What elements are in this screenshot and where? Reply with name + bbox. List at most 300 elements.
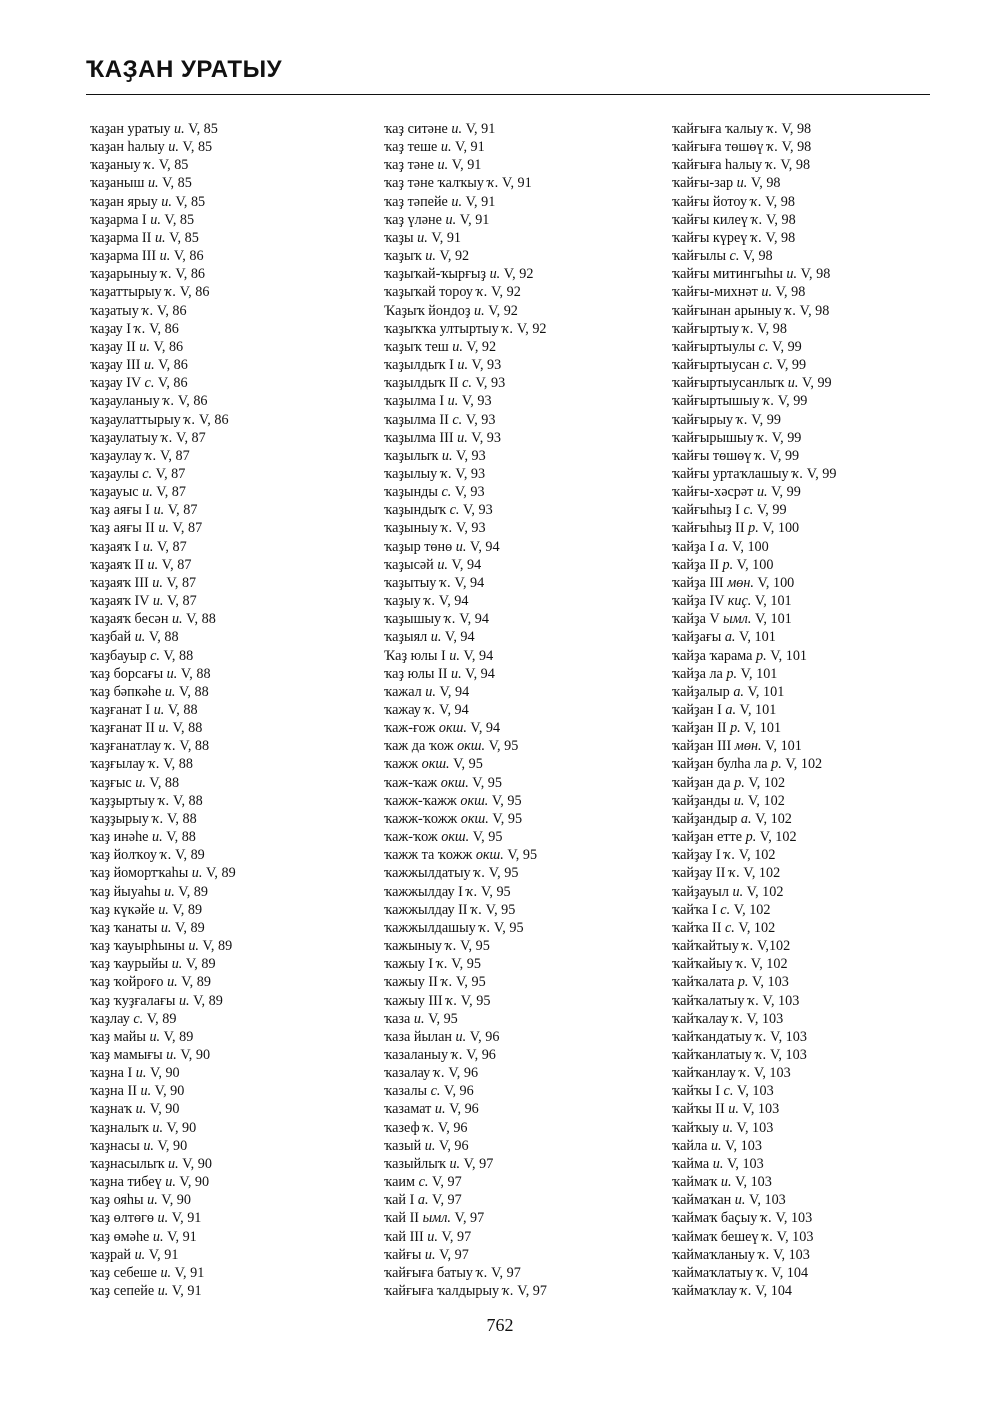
headword: ҡаҙ йомортҡаһы	[90, 865, 189, 882]
part-of-speech: и.	[154, 229, 166, 246]
index-entry	[90, 247, 236, 265]
volume-page-ref: V, 99	[756, 502, 787, 519]
volume-page-ref: V, 96	[466, 1046, 496, 1063]
part-of-speech: и.	[728, 1101, 739, 1118]
part-of-speech: ҡ.	[785, 302, 797, 319]
index-entry	[90, 737, 236, 755]
headword: ҡаҙбауыр	[90, 647, 147, 664]
part-of-speech: и.	[437, 157, 449, 174]
part-of-speech: и.	[168, 1155, 179, 1172]
volume-page-ref: V, 97	[441, 1228, 472, 1245]
part-of-speech: и.	[150, 211, 161, 228]
volume-page-ref: V, 92	[491, 284, 521, 301]
index-entry	[90, 356, 236, 374]
headword: ҡаҙаулатыу	[90, 429, 158, 446]
index-entry	[672, 992, 836, 1010]
part-of-speech: ҡ.	[424, 593, 436, 610]
part-of-speech: с.	[758, 338, 769, 355]
volume-page-ref: V, 91	[174, 1264, 205, 1281]
index-entry	[384, 120, 547, 138]
part-of-speech: и.	[142, 484, 153, 501]
volume-page-ref: V, 89	[185, 956, 216, 973]
part-of-speech: и.	[171, 611, 183, 628]
volume-page-ref: V, 93	[454, 484, 485, 501]
headword: ҡаҙаттырыу	[90, 284, 162, 301]
headword: ҡаҙ йыуаһы	[90, 883, 161, 900]
headword: ҡайҡы II	[672, 1101, 725, 1118]
headword: ҡаҙ бәпкәһе	[90, 683, 162, 700]
index-entry	[384, 755, 547, 773]
index-entry	[90, 683, 236, 701]
volume-page-ref: V, 93	[471, 357, 502, 374]
headword: ҡайҡайтыу	[672, 938, 739, 955]
volume-page-ref: V, 87	[167, 502, 198, 519]
part-of-speech: и.	[434, 1101, 446, 1118]
index-entry	[384, 647, 547, 665]
index-entry	[90, 755, 236, 773]
part-of-speech: и.	[722, 1119, 733, 1136]
headword: ҡаймаҡлатыу	[672, 1264, 754, 1281]
index-entry	[672, 610, 836, 628]
headword: ҡаҙ тәне ҡалҡыу	[384, 175, 484, 192]
part-of-speech: окш.	[475, 847, 504, 864]
index-entry	[672, 810, 836, 828]
part-of-speech: и.	[143, 1137, 154, 1154]
part-of-speech: ҡ.	[757, 429, 769, 446]
part-of-speech: р.	[771, 756, 782, 773]
part-of-speech: ҡ.	[736, 956, 748, 973]
headword: ҡаймаҡ баҫыу	[672, 1210, 758, 1227]
index-entry	[672, 193, 836, 211]
headword: ҡаҙ ояһы	[90, 1192, 144, 1209]
index-entry	[384, 1155, 547, 1173]
headword: ҡаза	[384, 1010, 411, 1027]
headword: ҡажыу I	[384, 956, 434, 973]
index-entry	[90, 519, 236, 537]
headword: ҡаҙыҡ теш	[384, 338, 449, 355]
volume-page-ref: V, 89	[175, 847, 205, 864]
index-entry	[90, 193, 236, 211]
volume-page-ref: V, 88	[163, 647, 194, 664]
part-of-speech: ҡ.	[158, 792, 170, 809]
index-entry	[384, 792, 547, 810]
headword: ҡайҙан II	[672, 720, 727, 737]
volume-page-ref: V, 96	[449, 1101, 479, 1118]
index-entry	[384, 1137, 547, 1155]
part-of-speech: с.	[725, 919, 735, 936]
headword: ҡаймаҡ	[672, 1174, 718, 1191]
volume-page-ref: V, 92	[466, 338, 497, 355]
index-entry	[90, 1010, 236, 1028]
headword: ҡаҙлау	[90, 1010, 130, 1027]
volume-page-ref: V, 101	[754, 593, 792, 610]
index-entry	[90, 792, 236, 810]
index-entry	[672, 592, 836, 610]
index-entry	[672, 665, 836, 683]
part-of-speech: с.	[144, 375, 155, 392]
headword: ҡайғыһыҙ II	[672, 520, 745, 537]
volume-page-ref: V, 86	[158, 357, 188, 374]
volume-page-ref: V, 98	[781, 139, 812, 156]
index-entry	[384, 465, 547, 483]
headword: ҡаим	[384, 1174, 416, 1191]
part-of-speech: и.	[786, 266, 798, 283]
volume-page-ref: V, 93	[455, 520, 486, 537]
volume-page-ref: V, 100	[736, 556, 774, 573]
index-entry	[672, 247, 836, 265]
headword: ҡаҙ юлы II	[384, 665, 448, 682]
part-of-speech: ҡ.	[755, 1028, 767, 1045]
index-entry	[90, 846, 236, 864]
volume-page-ref: V, 95	[492, 810, 523, 827]
part-of-speech: ҡ.	[747, 992, 759, 1009]
headword: ҡайма	[672, 1155, 710, 1172]
index-entry	[384, 628, 547, 646]
headword: ҡайҙан III	[672, 738, 732, 755]
volume-page-ref: V, 94	[470, 720, 501, 737]
headword: ҡаҙыныу	[384, 520, 438, 537]
part-of-speech: ҡ.	[165, 284, 177, 301]
part-of-speech: р.	[722, 556, 734, 573]
headword: ҡаҙыр төнө	[384, 538, 453, 555]
volume-page-ref: V, 99	[751, 411, 781, 428]
volume-page-ref: V, 95	[460, 938, 490, 955]
volume-page-ref: V, 88	[186, 611, 216, 628]
part-of-speech: и.	[153, 702, 165, 718]
part-of-speech: и.	[734, 1192, 746, 1209]
headword: ҡайғыға һалыу	[672, 157, 763, 174]
headword: ҡаҙ тәпейе	[384, 193, 448, 210]
headword: ҡаҙ тәне	[384, 157, 434, 174]
index-entry	[90, 174, 236, 192]
index-entry	[90, 1173, 236, 1191]
part-of-speech: ҡ.	[476, 1264, 488, 1281]
volume-page-ref: V, 86	[173, 248, 204, 265]
volume-page-ref: V, 103	[762, 992, 800, 1009]
headword: ҡайҙа IV	[672, 593, 725, 610]
index-entry	[90, 411, 236, 429]
part-of-speech: и.	[173, 121, 185, 137]
headword: ҡаҙ ситәне	[384, 121, 448, 137]
part-of-speech: и.	[712, 1155, 724, 1172]
volume-page-ref: V, 89	[202, 938, 233, 955]
index-entry	[672, 211, 836, 229]
headword: ҡаҙғанат II	[90, 720, 155, 737]
volume-page-ref: V, 101	[747, 683, 785, 700]
part-of-speech: и.	[756, 484, 768, 501]
volume-page-ref: V, 104	[771, 1264, 809, 1281]
volume-page-ref: V, 99	[771, 484, 801, 501]
part-of-speech: ҡ.	[758, 1246, 770, 1263]
index-entry	[672, 1064, 836, 1082]
index-entry	[384, 901, 547, 919]
volume-page-ref: V, 101	[744, 720, 782, 737]
headword: ҡайҙандыр	[672, 810, 738, 827]
volume-page-ref: V, 86	[153, 338, 184, 355]
index-entry	[672, 792, 836, 810]
part-of-speech: и.	[152, 593, 164, 610]
index-entry	[90, 483, 236, 501]
headword: ҡаҙыу	[384, 593, 421, 610]
headword: ҡаҙаяҡ IV	[90, 593, 150, 610]
index-entry	[90, 302, 236, 320]
headword: ҡаймаҡланыу	[672, 1246, 755, 1263]
headword: ҡаҙнаҡ	[90, 1101, 133, 1118]
headword: ҡаҙғыс	[90, 774, 132, 791]
part-of-speech: и.	[474, 302, 485, 319]
headword: ҡаҙ ҡанаты	[90, 919, 158, 936]
headword: ҡайҡа II	[672, 919, 722, 936]
index-entry	[384, 247, 547, 265]
volume-page-ref: V, 102	[785, 756, 823, 773]
index-entry	[672, 120, 836, 138]
index-entry	[90, 592, 236, 610]
part-of-speech: и.	[158, 901, 169, 918]
index-entry	[90, 992, 236, 1010]
part-of-speech: ҡ.	[479, 919, 491, 936]
index-entry	[672, 1264, 836, 1282]
headword: ҡаҙ майы	[90, 1028, 146, 1045]
part-of-speech: ҡ.	[184, 411, 196, 428]
volume-page-ref: V, 87	[161, 556, 192, 573]
headword: ҡаҙ ҡуҙғалағы	[90, 992, 176, 1009]
index-entry	[672, 411, 836, 429]
index-entry	[384, 392, 547, 410]
volume-page-ref: V, 97	[491, 1264, 521, 1281]
index-entry	[384, 883, 547, 901]
volume-page-ref: V, 98	[766, 211, 796, 228]
headword: ҡаҙрай	[90, 1246, 132, 1263]
part-of-speech: окш.	[440, 774, 469, 791]
part-of-speech: и.	[142, 538, 154, 555]
index-entry	[672, 1228, 836, 1246]
index-entry	[384, 519, 547, 537]
volume-page-ref: V, 94	[439, 683, 470, 700]
volume-page-ref: V, 98	[780, 157, 811, 174]
part-of-speech: и.	[455, 538, 467, 555]
index-entry	[672, 1155, 836, 1173]
index-entry	[672, 374, 836, 392]
volume-page-ref: V, 88	[167, 702, 198, 718]
index-entry	[672, 574, 836, 592]
part-of-speech: и.	[451, 193, 463, 210]
index-column-3	[672, 120, 836, 1300]
part-of-speech: ҡ.	[134, 320, 146, 337]
volume-page-ref: V, 93	[455, 465, 486, 482]
index-entry	[672, 1246, 836, 1264]
headword: ҡаҙғанатлау	[90, 738, 162, 755]
index-entry	[672, 955, 836, 973]
volume-page-ref: V, 91	[167, 1228, 197, 1245]
part-of-speech: с.	[142, 465, 153, 482]
headword: ҡайғыртыусанлыҡ	[672, 375, 785, 392]
volume-page-ref: V, 103	[770, 1046, 807, 1063]
headword: ҡаҙау III	[90, 357, 141, 374]
index-entry	[672, 1191, 836, 1209]
headword: ҡайҙан да	[672, 774, 731, 791]
headword: ҡажж-ҡожж	[384, 810, 458, 827]
volume-page-ref: V, 89	[181, 974, 211, 991]
index-entry	[672, 828, 836, 846]
volume-page-ref: V, 95	[480, 883, 511, 900]
index-entry	[672, 919, 836, 937]
index-entry	[90, 465, 236, 483]
volume-page-ref: V, 91	[459, 211, 490, 228]
index-entry	[672, 501, 836, 519]
part-of-speech: ҡ.	[145, 447, 157, 464]
part-of-speech: р.	[726, 665, 738, 682]
headword: ҡайҙан етте	[672, 829, 743, 846]
index-entry	[384, 174, 547, 192]
volume-page-ref: V, 95	[455, 974, 486, 991]
headword: ҡаҙан ярыу	[90, 193, 158, 210]
index-entry	[90, 1064, 236, 1082]
part-of-speech: а.	[733, 683, 744, 700]
volume-page-ref: V, 88	[179, 738, 210, 755]
headword: ҡайғы митингыһы	[672, 266, 783, 283]
headword: ҡаҙан һалыу	[90, 139, 165, 156]
volume-page-ref: V, 90	[157, 1137, 188, 1154]
index-entry	[384, 320, 547, 338]
headword: ҡаҙындыҡ	[384, 502, 447, 519]
index-entry	[90, 628, 236, 646]
part-of-speech: ҡ.	[751, 211, 763, 228]
volume-page-ref: V, 98	[757, 320, 787, 337]
part-of-speech: и.	[447, 393, 459, 410]
index-entry	[672, 556, 836, 574]
volume-page-ref: V, 98	[742, 248, 773, 265]
headword: ҡаҙғылау	[90, 756, 146, 773]
headword: ҡаҙаяҡ II	[90, 556, 144, 573]
part-of-speech: и.	[152, 1119, 163, 1136]
index-entry	[384, 211, 547, 229]
part-of-speech: и.	[441, 447, 453, 464]
volume-page-ref: V, 101	[754, 611, 792, 628]
index-entry	[90, 338, 236, 356]
part-of-speech: и.	[147, 1192, 158, 1209]
index-entry	[90, 919, 236, 937]
headword: ҡайғы-михнәт	[672, 284, 758, 301]
volume-page-ref: V, 88	[173, 792, 203, 809]
headword: ҡаҙ ҡойроғо	[90, 974, 164, 991]
volume-page-ref: V, 99	[801, 375, 832, 392]
volume-page-ref: V, 88	[180, 665, 211, 682]
header-rule	[86, 94, 930, 95]
headword: ҡаҙ себеше	[90, 1264, 157, 1281]
part-of-speech: мөн.	[734, 738, 762, 755]
headword: ҡаҙатыу	[90, 302, 139, 319]
part-of-speech: ҡ.	[466, 883, 478, 900]
part-of-speech: ҡ.	[742, 938, 754, 955]
headword: ҡазыйлыҡ	[384, 1155, 446, 1172]
part-of-speech: ҡ.	[731, 1010, 743, 1027]
part-of-speech: ҡ.	[164, 738, 176, 755]
volume-page-ref: V, 88	[149, 774, 180, 791]
part-of-speech: и.	[188, 938, 199, 955]
index-entry	[384, 483, 547, 501]
index-entry	[90, 538, 236, 556]
part-of-speech: ҡ.	[433, 1065, 445, 1082]
volume-page-ref: V, 94	[454, 574, 485, 591]
volume-page-ref: V, 85	[169, 229, 199, 246]
part-of-speech: ҡ.	[487, 175, 499, 192]
page-number: 762	[486, 1315, 514, 1335]
volume-page-ref: V, 87	[166, 574, 197, 591]
part-of-speech: ҡ.	[792, 465, 804, 482]
index-entry	[672, 737, 836, 755]
index-entry	[672, 864, 836, 882]
headword: ҡазый	[384, 1137, 422, 1154]
headword: ҡаҙбай	[90, 629, 132, 646]
volume-page-ref: V, 95	[451, 956, 481, 973]
volume-page-ref: V, 85	[182, 139, 213, 156]
index-entry	[384, 1246, 547, 1264]
headword: ҡайҙа III	[672, 574, 724, 591]
volume-page-ref: V, 103	[736, 1083, 774, 1100]
headword: ҡаймаҡан	[672, 1192, 732, 1209]
volume-page-ref: V, 86	[149, 320, 179, 337]
volume-page-ref: V, 98	[775, 284, 806, 301]
part-of-speech: р.	[748, 520, 759, 537]
volume-page-ref: V, 88	[172, 720, 203, 737]
part-of-speech: ҡ.	[423, 1119, 435, 1136]
volume-page-ref: V, 102	[750, 956, 788, 973]
part-of-speech: ҡ.	[160, 847, 172, 864]
headword: ҡаҙ аяғы I	[90, 502, 151, 519]
index-entry	[384, 374, 547, 392]
index-entry	[384, 810, 547, 828]
volume-page-ref: V, 96	[444, 1083, 474, 1100]
volume-page-ref: V, 95	[472, 774, 502, 791]
part-of-speech: ҡ.	[736, 411, 748, 428]
headword: ҡажыу III	[384, 992, 443, 1009]
index-entry	[672, 1010, 836, 1028]
part-of-speech: и.	[147, 175, 159, 192]
part-of-speech: р.	[756, 647, 767, 664]
index-entry	[384, 864, 547, 882]
headword: ҡаҙ теше	[384, 139, 438, 156]
index-entry	[90, 973, 236, 991]
volume-page-ref: V, 89	[178, 883, 208, 900]
headword: ҡаҙаяҡ бесән	[90, 611, 169, 628]
part-of-speech: ҡ.	[502, 320, 514, 337]
headword: ҡайғырыу	[672, 411, 734, 428]
part-of-speech: и.	[191, 865, 203, 882]
index-entry	[90, 719, 236, 737]
volume-page-ref: V, 91	[502, 175, 532, 192]
volume-page-ref: V, 91	[451, 157, 482, 174]
headword: ҡайғыға төшөү	[672, 139, 764, 156]
headword: ҡайғыға ҡалыу	[672, 121, 764, 137]
part-of-speech: с.	[723, 1083, 734, 1100]
volume-page-ref: V, 90	[180, 1046, 211, 1063]
index-entry	[90, 810, 236, 828]
index-entry	[90, 1191, 236, 1209]
part-of-speech: и.	[167, 974, 178, 991]
headword: ҡайғыртыу	[672, 320, 740, 337]
headword: ҡаҙҙырыу	[90, 810, 149, 827]
volume-page-ref: V, 94	[463, 647, 494, 664]
volume-page-ref: V, 91	[465, 121, 496, 137]
part-of-speech: ҡ.	[502, 1283, 514, 1299]
part-of-speech: и.	[437, 556, 448, 573]
part-of-speech: и.	[149, 1028, 161, 1045]
headword: ҡайғыртыулы	[672, 338, 756, 355]
part-of-speech: ҡ.	[471, 901, 483, 918]
headword: ҡаҙ өмәһе	[90, 1228, 150, 1245]
part-of-speech: и.	[445, 211, 457, 228]
index-entry	[672, 683, 836, 701]
